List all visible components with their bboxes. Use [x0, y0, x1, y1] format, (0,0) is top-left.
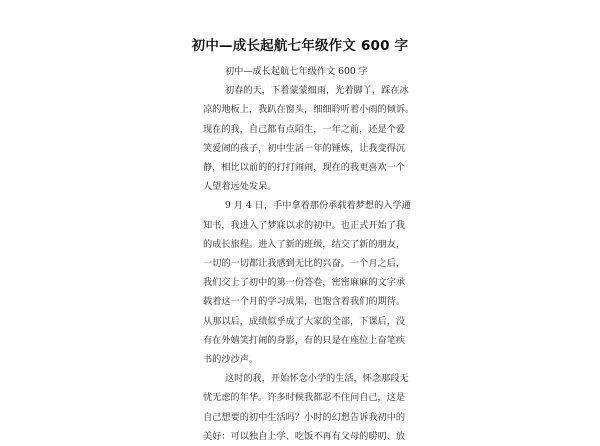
paragraph-line: 凉的地板上，我趴在窗头，细细聆听着小雨的倾诉。 [203, 104, 415, 116]
paragraph-line: 人望着远处发呆。 [203, 181, 277, 193]
paragraph-line: 这时的我，开始怀念小学的生活，怀念那段无 [225, 373, 409, 385]
paragraph-line: 9 月 4 日，手中拿着那份承载着梦想的入学通 [225, 200, 411, 212]
paragraph-line: 有在外嬉笑打闹的身影，有的只是在座位上奋笔疾 [203, 334, 406, 346]
paragraph-2 [203, 196, 411, 369]
paragraph-line: 知书，我进入了梦寐以求的初中。也正式开始了我 [203, 219, 406, 231]
paragraph-3 [203, 369, 409, 446]
paragraph-line: 的成长旅程。进入了新的班级，结交了新的朋友， [203, 238, 406, 250]
paragraph-line: 一切的一切都让我感到无比的兴奋。一个月之后， [203, 258, 406, 270]
paragraph-line: 自己想要的初中生活吗？小时的幻想告诉我初中的 [203, 411, 406, 423]
paragraph-line: 载着这一个月的学习成果，也饱含着我们的期待。 [203, 296, 406, 308]
paragraph-line: 初春的天，下着蒙蒙细雨，光着脚丫，踩在冰 [225, 85, 409, 97]
document-subtitle: 初中—成长起航七年级作文 600 字 [225, 66, 368, 77]
paragraph-line: 现在的我，自己都有点陌生，一年之前，还是个爱 [203, 123, 406, 135]
paragraph-line: 从那以后，成绩似乎成了大家的全部，下课后，没 [203, 315, 406, 327]
paragraph-line: 书的沙沙声。 [203, 354, 259, 366]
paragraph-line: 美好：可以独自上学、吃饭不再有父母的唠叨、放 [203, 430, 406, 442]
paragraph-1 [203, 81, 415, 196]
document-title: 初中—成长起航七年级作文 600 字 [191, 38, 409, 54]
paragraph-line: 静，相比以前的的打打闹闹，现在的我更喜欢一个 [203, 162, 406, 174]
paragraph-line: 忧无虑的年华。许多时候我都忍不住问自己，这是 [203, 392, 406, 404]
document-body [203, 62, 415, 446]
paragraph-line: 我们交上了初中的第一份答卷，密密麻麻的文字承 [203, 277, 406, 289]
paragraph-line: 笑爱闹的孩子，初中生活一年的锤炼，让我变得沉 [203, 142, 406, 154]
